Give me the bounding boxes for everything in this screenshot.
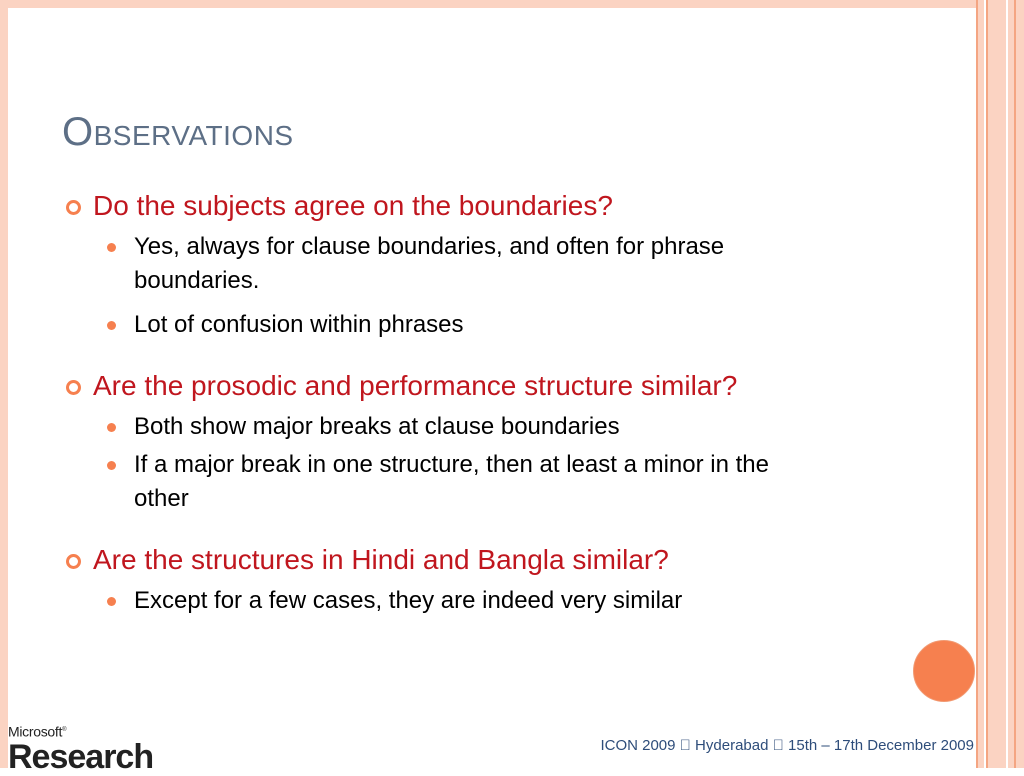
stripe	[988, 0, 1006, 768]
ring-bullet-icon	[66, 200, 81, 215]
bullet-text: Both show major breaks at clause boundaries	[134, 413, 620, 440]
slide-content	[62, 186, 942, 618]
bullet-text: Are the structures in Hindi and Bangla similar?	[93, 544, 669, 575]
stripe	[1016, 0, 1024, 768]
slide-title: Observations	[62, 110, 294, 154]
dot-bullet-icon	[107, 423, 116, 432]
slide-footer: ICON 2009 Hyderabad 15th – 17th December 2009	[631, 737, 974, 754]
bullet-text-cont: other	[134, 485, 189, 512]
bullet-level2	[62, 230, 942, 298]
bullet-text: If a major break in one structure, then at least a minor in the	[134, 451, 769, 478]
bullet-text: Are the prosodic and performance structure similar?	[93, 370, 738, 401]
bullet-level2	[62, 584, 942, 618]
right-stripes	[978, 0, 1024, 768]
bullet-text-cont: boundaries.	[134, 267, 260, 294]
logo-big-text: Research	[8, 737, 154, 776]
dot-bullet-icon	[107, 461, 116, 470]
ring-bullet-icon	[66, 554, 81, 569]
orange-circle-icon	[913, 640, 975, 702]
bullet-level1	[62, 540, 942, 580]
dot-bullet-icon	[107, 243, 116, 252]
ring-bullet-icon	[66, 380, 81, 395]
bullet-level1	[62, 366, 942, 406]
frame-left-border	[0, 0, 8, 768]
logo-small-text: Microsoft®	[8, 723, 67, 740]
bullet-text: Except for a few cases, they are indeed very similar	[134, 587, 683, 614]
bullet-text: Lot of confusion within phrases	[134, 311, 464, 338]
bullet-text: Yes, always for clause boundaries, and often for phrase	[134, 233, 725, 260]
bullet-level2	[62, 410, 942, 444]
frame-top-border	[0, 0, 978, 8]
dot-bullet-icon	[107, 321, 116, 330]
microsoft-research-logo	[8, 722, 154, 776]
bullet-level1	[62, 186, 942, 226]
dot-bullet-icon	[107, 597, 116, 606]
bullet-level2	[62, 308, 942, 342]
bullet-text: Do the subjects agree on the boundaries?	[93, 190, 613, 221]
bullet-level2	[62, 448, 942, 516]
